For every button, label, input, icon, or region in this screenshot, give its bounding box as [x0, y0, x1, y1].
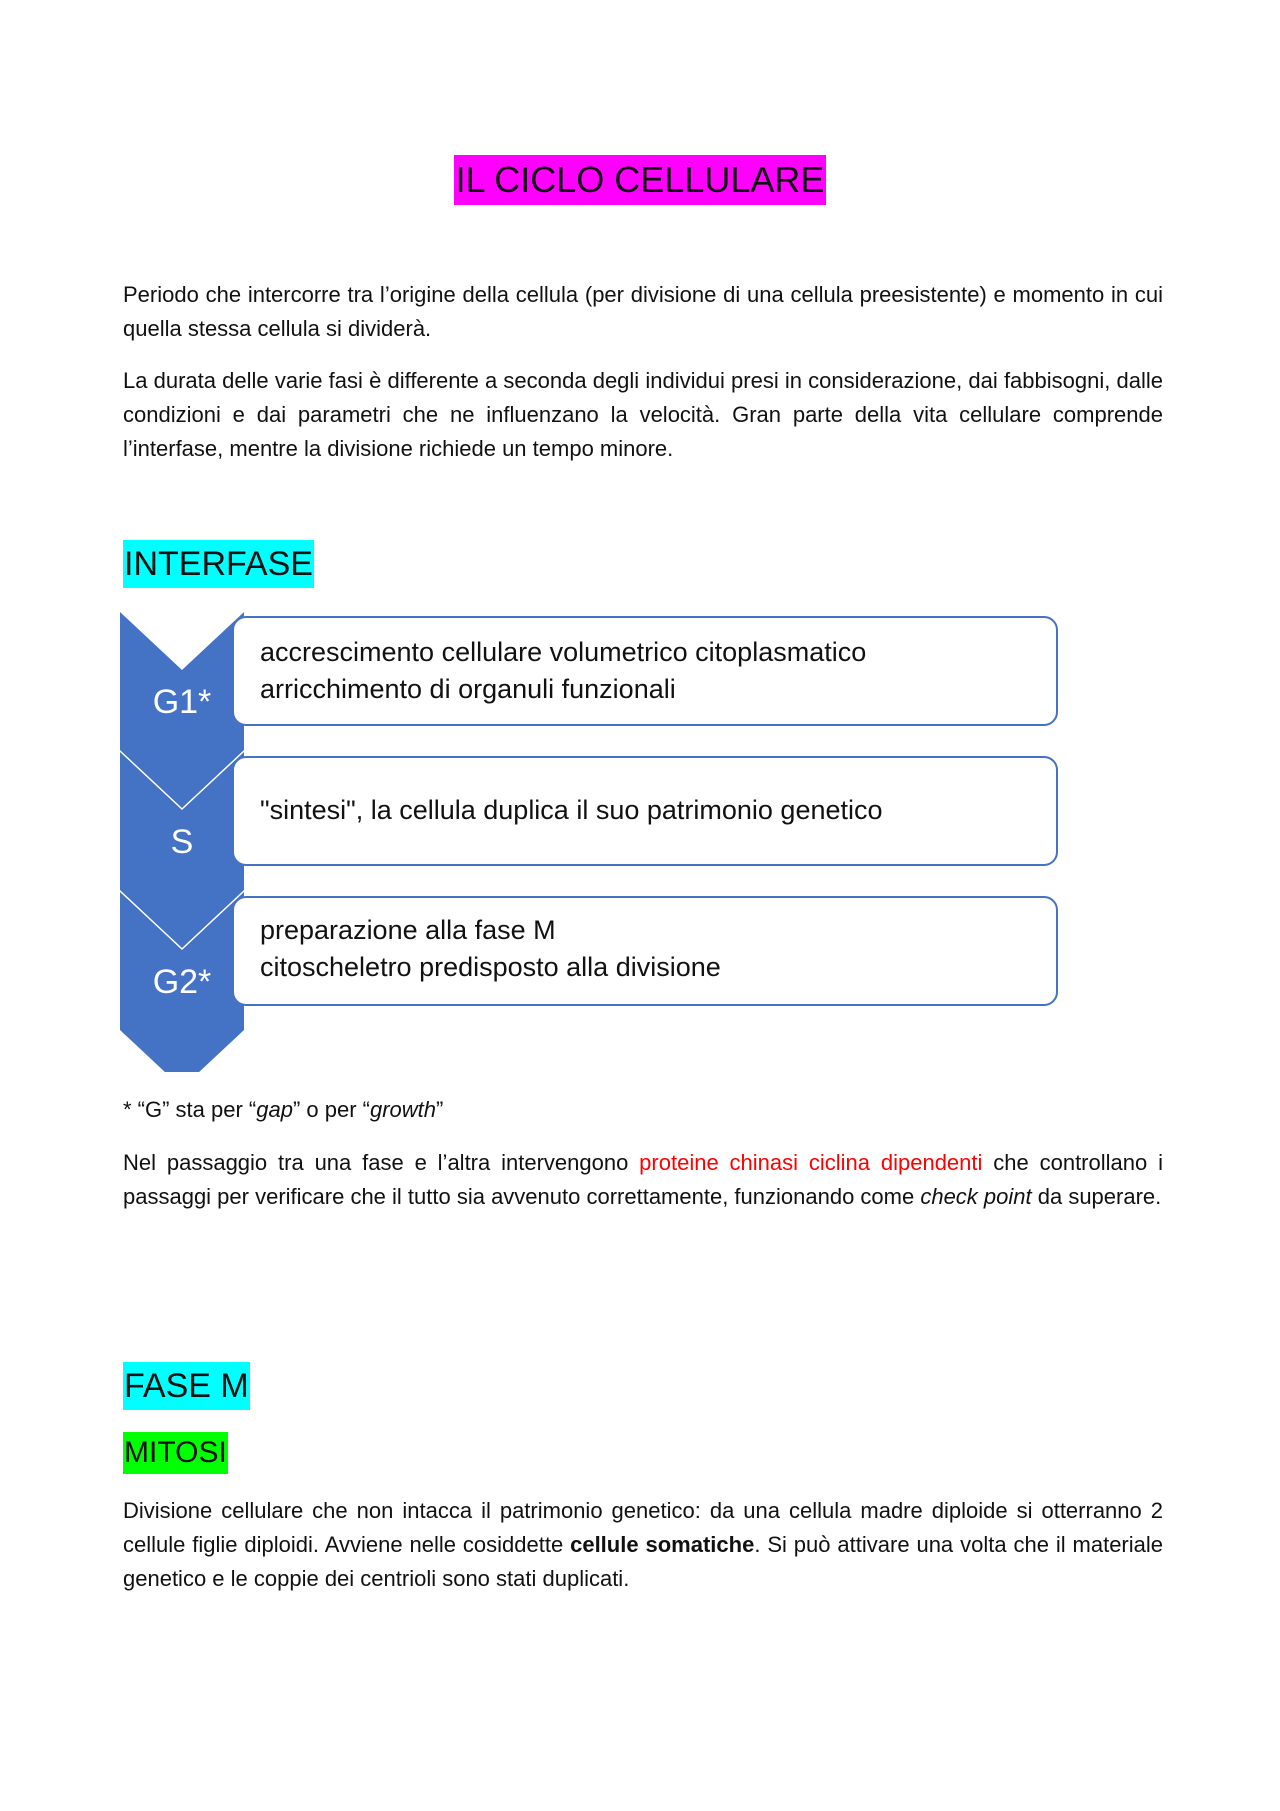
checkpoint-text-b: che controllano i passaggi per verificare che il tutto sia avvenuto correttamente, funzionando come: [123, 1150, 1163, 1209]
phase-g2-line1: preparazione alla fase M: [260, 915, 556, 945]
phase-s-line1: "sintesi", la cellula duplica il suo patrimonio genetico: [260, 795, 883, 825]
mitosi-text-a: Divisione cellulare che non intacca il patrimonio genetico: da una cellula madre diploide si otterranno 2 cellule figlie diploidi. Avviene nelle cosiddette: [123, 1498, 1163, 1557]
intro-paragraph-1: Periodo che intercorre tra l’origine della cellula (per divisione di una cellula preesistente) e momento in cui quella stessa cellula si dividerà.: [123, 282, 1163, 341]
phase-g1-line1: accrescimento cellulare volumetrico citoplasmatico: [260, 637, 867, 667]
footnote-g: [123, 1093, 443, 1127]
interfase-heading: INTERFASE: [123, 540, 314, 588]
chevron-label-g2: G2*: [152, 963, 212, 1001]
chevron-label-s: S: [170, 823, 194, 861]
check-point-term: check point: [920, 1184, 1032, 1209]
footnote-part-b: ” o per “: [292, 1097, 370, 1122]
footnote-gap: gap: [256, 1097, 293, 1122]
footnote-part-c: ”: [436, 1097, 444, 1122]
interfase-diagram: [120, 612, 1080, 1072]
footnote-growth: growth: [370, 1097, 437, 1122]
intro-paragraph-2: La durata delle varie fasi è differente a seconda degli individui presi in considerazione, dai fabbisogni, dalle condizioni e dai parametri che ne influenzano la velocità. Gran parte della vita cellulare comprende l’interfase, mentre la divisione richiede un tempo minore.: [123, 368, 1163, 461]
checkpoint-paragraph: [123, 1146, 1163, 1214]
fase-m-heading: FASE M: [123, 1362, 250, 1410]
title-container: [0, 155, 1280, 205]
page-title: IL CICLO CELLULARE: [454, 155, 827, 205]
phase-g1-line2: arricchimento di organuli funzionali: [260, 674, 676, 704]
cellule-somatiche-term: cellule somatiche: [570, 1532, 755, 1557]
chevron-label-g1: G1*: [152, 683, 212, 721]
checkpoint-text-a: Nel passaggio tra una fase e l’altra intervengono: [123, 1150, 640, 1175]
cdk-proteins-text: proteine chinasi ciclina dipendenti: [639, 1150, 983, 1175]
mitosi-text-b: . Si può attivare una volta che il materiale genetico e le coppie dei centrioli sono stati duplicati.: [123, 1532, 1163, 1591]
mitosi-heading: MITOSI: [123, 1432, 228, 1474]
footnote-part-a: * “G” sta per “: [123, 1097, 257, 1122]
phase-g2-line2: citoscheletro predisposto alla divisione: [260, 952, 721, 982]
checkpoint-text-c: da superare.: [1031, 1184, 1162, 1209]
mitosi-paragraph: [123, 1494, 1163, 1596]
